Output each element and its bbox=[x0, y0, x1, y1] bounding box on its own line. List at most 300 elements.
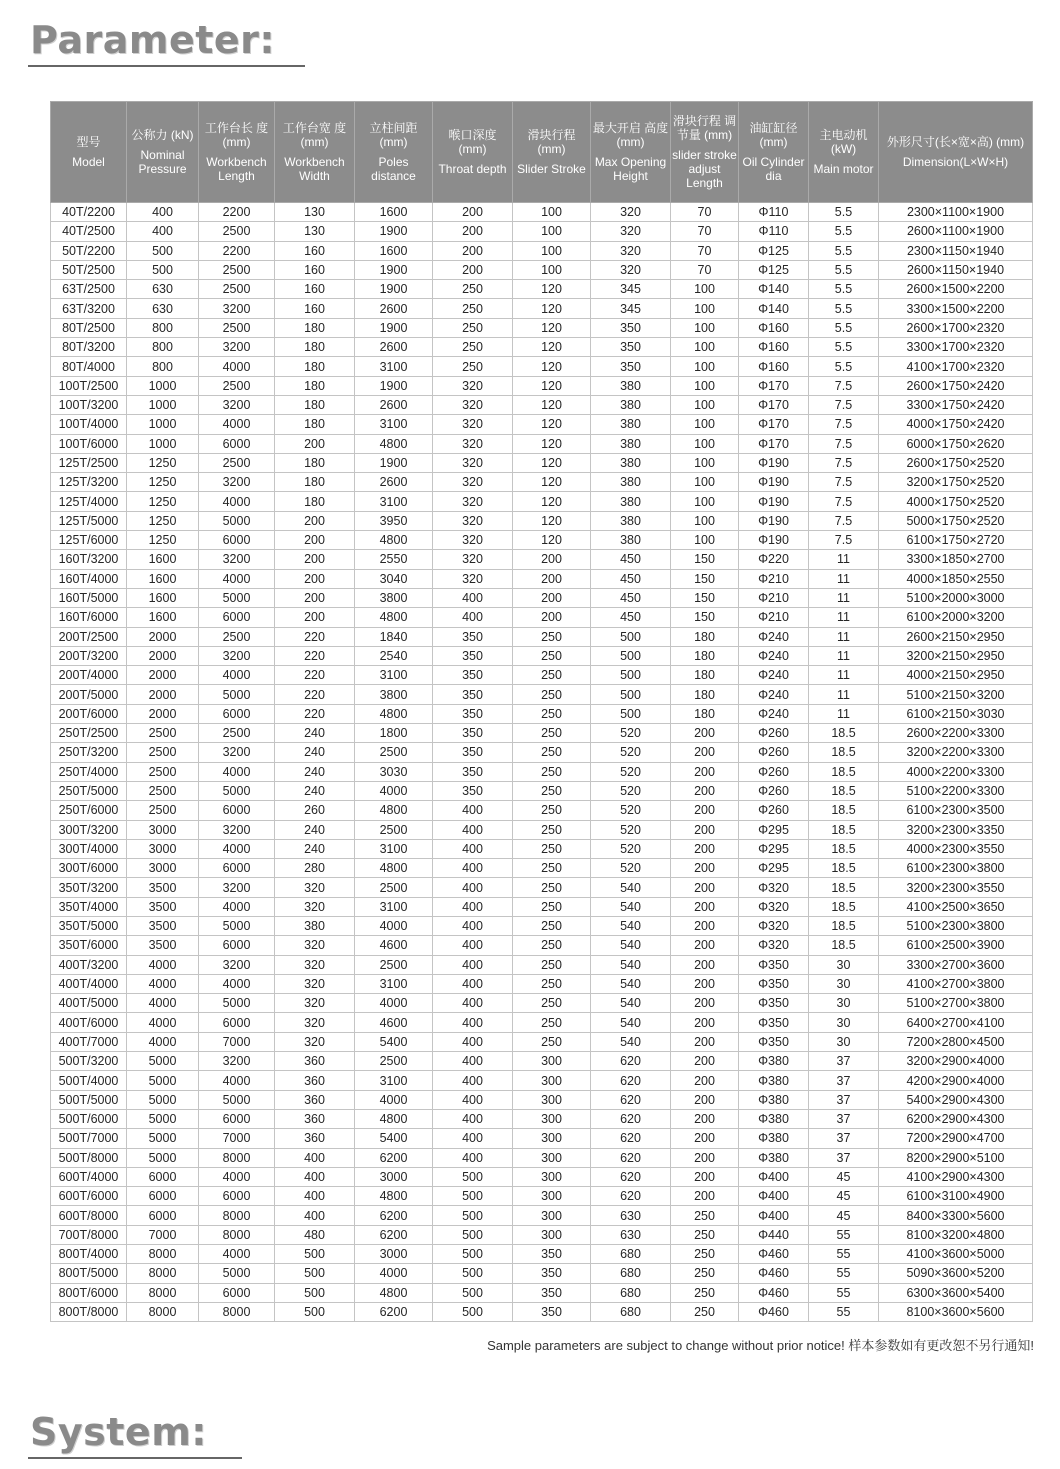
table-cell: 500 bbox=[591, 627, 671, 646]
table-cell: 200 bbox=[671, 1129, 739, 1148]
table-row bbox=[51, 1148, 1033, 1167]
table-cell: 630 bbox=[591, 1225, 671, 1244]
table-cell: 120 bbox=[513, 434, 591, 453]
table-cell: Φ460 bbox=[739, 1264, 809, 1283]
table-row bbox=[51, 241, 1033, 260]
table-cell: 350 bbox=[591, 318, 671, 337]
table-cell: Φ240 bbox=[739, 685, 809, 704]
table-cell: 6400×2700×4100 bbox=[879, 1013, 1033, 1032]
table-cell: Φ210 bbox=[739, 608, 809, 627]
table-cell: 18.5 bbox=[809, 820, 879, 839]
table-cell: 350 bbox=[433, 666, 513, 685]
table-cell: 7200×2900×4700 bbox=[879, 1129, 1033, 1148]
table-cell: 120 bbox=[513, 357, 591, 376]
column-header-zh: 公称力 (kN) bbox=[131, 128, 194, 142]
table-cell: Φ125 bbox=[739, 241, 809, 260]
table-cell: Φ350 bbox=[739, 974, 809, 993]
table-cell: Φ160 bbox=[739, 318, 809, 337]
table-cell: 400 bbox=[433, 1013, 513, 1032]
table-cell: 2500 bbox=[355, 1052, 433, 1071]
table-cell: 4100×2500×3650 bbox=[879, 897, 1033, 916]
table-cell: 250T/6000 bbox=[51, 801, 127, 820]
table-cell: 700T/8000 bbox=[51, 1225, 127, 1244]
table-cell: 240 bbox=[275, 724, 355, 743]
table-cell: 2600×1150×1940 bbox=[879, 260, 1033, 279]
table-cell: 2000 bbox=[127, 627, 199, 646]
table-cell: Φ110 bbox=[739, 222, 809, 241]
table-cell: 300 bbox=[513, 1109, 591, 1128]
table-cell: 7200×2800×4500 bbox=[879, 1032, 1033, 1051]
table-cell: 200 bbox=[275, 511, 355, 530]
table-cell: 630 bbox=[591, 1206, 671, 1225]
table-cell: 250 bbox=[513, 820, 591, 839]
table-cell: 6100×2500×3900 bbox=[879, 936, 1033, 955]
column-header-en: Poles distance bbox=[371, 155, 416, 183]
table-cell: 8000 bbox=[199, 1225, 275, 1244]
table-cell: 200 bbox=[275, 434, 355, 453]
table-cell: 8100×3200×4800 bbox=[879, 1225, 1033, 1244]
table-cell: 220 bbox=[275, 627, 355, 646]
table-cell: 3800 bbox=[355, 685, 433, 704]
table-cell: 18.5 bbox=[809, 897, 879, 916]
table-cell: 5.5 bbox=[809, 260, 879, 279]
table-cell: 250 bbox=[513, 685, 591, 704]
table-cell: 200 bbox=[671, 955, 739, 974]
table-cell: 380 bbox=[591, 415, 671, 434]
table-cell: 37 bbox=[809, 1109, 879, 1128]
title-underline bbox=[28, 65, 305, 67]
table-cell: 37 bbox=[809, 1071, 879, 1090]
table-cell: 4000×2150×2950 bbox=[879, 666, 1033, 685]
table-cell: 7.5 bbox=[809, 453, 879, 472]
table-cell: 220 bbox=[275, 646, 355, 665]
table-cell: 5.5 bbox=[809, 222, 879, 241]
column-header-en: Dimension(L×W×H) bbox=[902, 155, 1009, 169]
table-cell: 100 bbox=[513, 222, 591, 241]
parameter-section-title: Parameter: bbox=[30, 18, 275, 62]
table-cell: 5000 bbox=[199, 1090, 275, 1109]
table-cell: 3200 bbox=[199, 878, 275, 897]
table-cell: 350 bbox=[433, 685, 513, 704]
table-cell: 500 bbox=[433, 1187, 513, 1206]
table-cell: 320 bbox=[433, 395, 513, 414]
table-cell: 160T/5000 bbox=[51, 588, 127, 607]
table-cell: 320 bbox=[433, 434, 513, 453]
table-cell: 400 bbox=[433, 1109, 513, 1128]
table-cell: 500 bbox=[433, 1167, 513, 1186]
table-cell: 450 bbox=[591, 569, 671, 588]
table-cell: 18.5 bbox=[809, 839, 879, 858]
table-cell: 250 bbox=[513, 762, 591, 781]
table-cell: 360 bbox=[275, 1129, 355, 1148]
table-cell: 1000 bbox=[127, 395, 199, 414]
table-cell: 200T/6000 bbox=[51, 704, 127, 723]
table-cell: 250 bbox=[671, 1302, 739, 1321]
table-cell: 350 bbox=[433, 724, 513, 743]
table-cell: 7.5 bbox=[809, 511, 879, 530]
table-cell: Φ380 bbox=[739, 1071, 809, 1090]
table-cell: Φ210 bbox=[739, 569, 809, 588]
table-cell: 220 bbox=[275, 704, 355, 723]
table-cell: 3950 bbox=[355, 511, 433, 530]
table-cell: 150 bbox=[671, 588, 739, 607]
table-cell: 400 bbox=[433, 897, 513, 916]
table-cell: 600T/8000 bbox=[51, 1206, 127, 1225]
table-row bbox=[51, 550, 1033, 569]
table-cell: 500T/5000 bbox=[51, 1090, 127, 1109]
table-row bbox=[51, 1264, 1033, 1283]
table-cell: Φ320 bbox=[739, 916, 809, 935]
table-cell: 3200×2900×4000 bbox=[879, 1052, 1033, 1071]
table-cell: 2300×1100×1900 bbox=[879, 203, 1033, 222]
table-cell: 320 bbox=[433, 531, 513, 550]
table-cell: 4000×2200×3300 bbox=[879, 762, 1033, 781]
table-cell: 200 bbox=[671, 994, 739, 1013]
table-cell: Φ400 bbox=[739, 1206, 809, 1225]
table-cell: 45 bbox=[809, 1167, 879, 1186]
table-cell: 4000 bbox=[355, 916, 433, 935]
table-cell: 2300×1150×1940 bbox=[879, 241, 1033, 260]
table-cell: 30 bbox=[809, 1013, 879, 1032]
table-cell: 160 bbox=[275, 299, 355, 318]
table-cell: Φ400 bbox=[739, 1187, 809, 1206]
table-cell: 250T/3200 bbox=[51, 743, 127, 762]
table-cell: 200 bbox=[671, 916, 739, 935]
table-cell: 320 bbox=[433, 492, 513, 511]
table-cell: 1600 bbox=[355, 203, 433, 222]
table-cell: 400 bbox=[433, 994, 513, 1013]
table-cell: 180 bbox=[275, 318, 355, 337]
table-cell: 240 bbox=[275, 743, 355, 762]
table-cell: 120 bbox=[513, 531, 591, 550]
table-cell: 300 bbox=[513, 1071, 591, 1090]
table-cell: 520 bbox=[591, 839, 671, 858]
table-cell: 200 bbox=[433, 260, 513, 279]
table-cell: 5400×2900×4300 bbox=[879, 1090, 1033, 1109]
table-cell: 100T/2500 bbox=[51, 376, 127, 395]
table-cell: 2500 bbox=[127, 801, 199, 820]
table-cell: 3100 bbox=[355, 357, 433, 376]
table-cell: 200 bbox=[275, 569, 355, 588]
column-header bbox=[275, 102, 355, 203]
column-header-en: slider stroke adjust Length bbox=[672, 148, 737, 190]
table-cell: 2600×1750×2520 bbox=[879, 453, 1033, 472]
table-cell: 18.5 bbox=[809, 724, 879, 743]
table-cell: 320 bbox=[433, 511, 513, 530]
table-row bbox=[51, 357, 1033, 376]
table-cell: 3200×2150×2950 bbox=[879, 646, 1033, 665]
table-cell: 280 bbox=[275, 859, 355, 878]
table-cell: 4000 bbox=[355, 781, 433, 800]
table-cell: 2600 bbox=[355, 338, 433, 357]
table-cell: 2500 bbox=[127, 781, 199, 800]
table-cell: 6000 bbox=[199, 1013, 275, 1032]
table-cell: 4100×2700×3800 bbox=[879, 974, 1033, 993]
table-cell: 18.5 bbox=[809, 762, 879, 781]
table-row bbox=[51, 839, 1033, 858]
table-cell: 2600×2200×3300 bbox=[879, 724, 1033, 743]
table-cell: 2500 bbox=[199, 376, 275, 395]
table-cell: 55 bbox=[809, 1302, 879, 1321]
table-cell: 100 bbox=[671, 531, 739, 550]
table-cell: 350T/3200 bbox=[51, 878, 127, 897]
table-cell: 630 bbox=[127, 299, 199, 318]
table-cell: 100 bbox=[671, 434, 739, 453]
table-cell: 2500 bbox=[199, 453, 275, 472]
table-cell: 5000×1750×2520 bbox=[879, 511, 1033, 530]
table-cell: 4600 bbox=[355, 1013, 433, 1032]
table-cell: 2600×1500×2200 bbox=[879, 280, 1033, 299]
table-cell: 200 bbox=[275, 550, 355, 569]
table-cell: 130 bbox=[275, 222, 355, 241]
table-cell: 2500 bbox=[199, 627, 275, 646]
table-cell: 400 bbox=[275, 1148, 355, 1167]
table-cell: 100 bbox=[513, 241, 591, 260]
table-cell: 7.5 bbox=[809, 473, 879, 492]
table-cell: 200 bbox=[671, 801, 739, 820]
table-cell: 5000 bbox=[199, 1264, 275, 1283]
column-header-zh: 喉口深度 (mm) bbox=[448, 128, 497, 156]
table-cell: 400 bbox=[433, 936, 513, 955]
table-row bbox=[51, 627, 1033, 646]
table-cell: Φ320 bbox=[739, 878, 809, 897]
table-cell: 250 bbox=[513, 781, 591, 800]
table-cell: Φ320 bbox=[739, 936, 809, 955]
table-cell: 400 bbox=[433, 1148, 513, 1167]
table-cell: 400 bbox=[127, 222, 199, 241]
table-cell: 1250 bbox=[127, 492, 199, 511]
table-cell: 620 bbox=[591, 1129, 671, 1148]
table-cell: 400T/5000 bbox=[51, 994, 127, 1013]
table-cell: 7.5 bbox=[809, 492, 879, 511]
column-header-zh: 主电动机 (kW) bbox=[819, 128, 868, 156]
table-cell: 4800 bbox=[355, 1109, 433, 1128]
table-cell: 4000 bbox=[199, 666, 275, 685]
table-cell: 500 bbox=[433, 1302, 513, 1321]
table-cell: 250 bbox=[513, 627, 591, 646]
column-header-zh: 滑块行程 调节量 (mm) bbox=[672, 114, 737, 142]
table-row bbox=[51, 994, 1033, 1013]
table-cell: 2500 bbox=[355, 955, 433, 974]
table-cell: 600T/6000 bbox=[51, 1187, 127, 1206]
table-cell: 6100×2300×3500 bbox=[879, 801, 1033, 820]
table-cell: Φ170 bbox=[739, 376, 809, 395]
table-cell: 5.5 bbox=[809, 338, 879, 357]
column-header-zh: 立柱间距 (mm) bbox=[369, 121, 418, 149]
table-cell: 200 bbox=[513, 550, 591, 569]
table-cell: 5000 bbox=[127, 1148, 199, 1167]
table-cell: 5000 bbox=[199, 511, 275, 530]
table-cell: 500 bbox=[591, 646, 671, 665]
table-cell: Φ160 bbox=[739, 357, 809, 376]
table-cell: 3000 bbox=[127, 820, 199, 839]
table-cell: 2500 bbox=[199, 280, 275, 299]
table-cell: 300 bbox=[513, 1167, 591, 1186]
table-cell: 3300×1700×2320 bbox=[879, 338, 1033, 357]
table-cell: 3200×2300×3550 bbox=[879, 878, 1033, 897]
column-header-en: Max Opening Height bbox=[594, 155, 667, 183]
column-header bbox=[127, 102, 199, 203]
table-cell: 360 bbox=[275, 1071, 355, 1090]
table-cell: 2500 bbox=[199, 260, 275, 279]
table-cell: 180 bbox=[671, 646, 739, 665]
table-cell: 320 bbox=[433, 453, 513, 472]
table-cell: 400 bbox=[433, 1090, 513, 1109]
table-cell: 150 bbox=[671, 608, 739, 627]
table-cell: 400T/7000 bbox=[51, 1032, 127, 1051]
table-cell: 520 bbox=[591, 762, 671, 781]
table-cell: 400 bbox=[433, 1071, 513, 1090]
table-cell: 100 bbox=[671, 357, 739, 376]
table-cell: 7.5 bbox=[809, 531, 879, 550]
table-cell: 320 bbox=[275, 994, 355, 1013]
table-cell: 4800 bbox=[355, 859, 433, 878]
table-cell: 2500 bbox=[199, 222, 275, 241]
table-cell: 6000 bbox=[199, 704, 275, 723]
table-row bbox=[51, 704, 1033, 723]
table-cell: 160 bbox=[275, 280, 355, 299]
table-cell: 2600×1700×2320 bbox=[879, 318, 1033, 337]
table-cell: 540 bbox=[591, 994, 671, 1013]
table-cell: 680 bbox=[591, 1302, 671, 1321]
table-cell: 2200 bbox=[199, 241, 275, 260]
table-cell: 100 bbox=[671, 318, 739, 337]
table-row bbox=[51, 743, 1033, 762]
table-cell: 45 bbox=[809, 1206, 879, 1225]
table-cell: 400 bbox=[433, 1052, 513, 1071]
table-cell: 180 bbox=[275, 473, 355, 492]
table-cell: 4000 bbox=[355, 1090, 433, 1109]
table-cell: 3500 bbox=[127, 878, 199, 897]
table-cell: 160 bbox=[275, 260, 355, 279]
table-cell: 5000 bbox=[199, 916, 275, 935]
table-row bbox=[51, 762, 1033, 781]
column-header bbox=[433, 102, 513, 203]
table-cell: 6000 bbox=[127, 1206, 199, 1225]
table-cell: 4800 bbox=[355, 434, 433, 453]
table-cell: 3300×2700×3600 bbox=[879, 955, 1033, 974]
column-header-zh: 外形尺寸(长×宽×高) (mm) bbox=[886, 135, 1025, 149]
table-cell: 6000 bbox=[127, 1187, 199, 1206]
table-row bbox=[51, 1013, 1033, 1032]
table-cell: 120 bbox=[513, 318, 591, 337]
table-cell: 4000 bbox=[355, 1264, 433, 1283]
table-cell: 6300×3600×5400 bbox=[879, 1283, 1033, 1302]
table-cell: 620 bbox=[591, 1052, 671, 1071]
table-cell: 400 bbox=[275, 1187, 355, 1206]
table-cell: 30 bbox=[809, 994, 879, 1013]
table-cell: 1900 bbox=[355, 280, 433, 299]
table-cell: Φ260 bbox=[739, 743, 809, 762]
table-cell: 3200 bbox=[199, 395, 275, 414]
table-cell: 5000 bbox=[127, 1052, 199, 1071]
table-cell: 250 bbox=[513, 743, 591, 762]
table-cell: 4100×3600×5000 bbox=[879, 1245, 1033, 1264]
table-cell: 80T/3200 bbox=[51, 338, 127, 357]
table-cell: 200T/5000 bbox=[51, 685, 127, 704]
table-cell: 250 bbox=[433, 280, 513, 299]
table-cell: 8000 bbox=[127, 1245, 199, 1264]
system-section-title: System: bbox=[30, 1410, 207, 1454]
table-cell: 3200 bbox=[199, 646, 275, 665]
table-cell: 800 bbox=[127, 338, 199, 357]
table-cell: 4000 bbox=[199, 839, 275, 858]
table-cell: 400 bbox=[433, 974, 513, 993]
table-cell: 240 bbox=[275, 781, 355, 800]
table-cell: 400 bbox=[433, 955, 513, 974]
table-cell: 2000 bbox=[127, 646, 199, 665]
table-row bbox=[51, 569, 1033, 588]
table-cell: Φ400 bbox=[739, 1167, 809, 1186]
table-cell: 300T/3200 bbox=[51, 820, 127, 839]
table-cell: 450 bbox=[591, 608, 671, 627]
table-cell: 200 bbox=[671, 897, 739, 916]
table-cell: Φ260 bbox=[739, 724, 809, 743]
table-cell: 540 bbox=[591, 1032, 671, 1051]
table-cell: 2550 bbox=[355, 550, 433, 569]
table-cell: 4200×2900×4000 bbox=[879, 1071, 1033, 1090]
table-cell: 250 bbox=[433, 318, 513, 337]
table-row bbox=[51, 878, 1033, 897]
table-cell: 500 bbox=[433, 1206, 513, 1225]
table-cell: 250T/2500 bbox=[51, 724, 127, 743]
table-cell: 200T/2500 bbox=[51, 627, 127, 646]
table-cell: 4800 bbox=[355, 801, 433, 820]
table-cell: 2500 bbox=[355, 743, 433, 762]
table-cell: 400 bbox=[433, 801, 513, 820]
table-cell: 7.5 bbox=[809, 415, 879, 434]
table-cell: 200 bbox=[513, 569, 591, 588]
table-cell: Φ240 bbox=[739, 666, 809, 685]
table-row bbox=[51, 781, 1033, 800]
table-cell: 300 bbox=[513, 1225, 591, 1244]
table-cell: 5100×2150×3200 bbox=[879, 685, 1033, 704]
table-cell: 200 bbox=[433, 203, 513, 222]
table-cell: 11 bbox=[809, 704, 879, 723]
table-cell: Φ440 bbox=[739, 1225, 809, 1244]
table-cell: 3100 bbox=[355, 839, 433, 858]
table-cell: 400 bbox=[275, 1206, 355, 1225]
table-cell: 125T/4000 bbox=[51, 492, 127, 511]
table-cell: 200 bbox=[513, 608, 591, 627]
table-cell: 2600 bbox=[355, 299, 433, 318]
table-cell: 250 bbox=[513, 704, 591, 723]
table-cell: 125T/5000 bbox=[51, 511, 127, 530]
table-row bbox=[51, 511, 1033, 530]
table-cell: Φ260 bbox=[739, 801, 809, 820]
table-cell: 125T/2500 bbox=[51, 453, 127, 472]
table-cell: 540 bbox=[591, 897, 671, 916]
table-cell: 350 bbox=[433, 704, 513, 723]
table-cell: 320 bbox=[275, 878, 355, 897]
table-cell: 5000 bbox=[199, 685, 275, 704]
table-cell: 520 bbox=[591, 820, 671, 839]
table-cell: 4000 bbox=[127, 1013, 199, 1032]
table-cell: 4800 bbox=[355, 1187, 433, 1206]
table-cell: 70 bbox=[671, 241, 739, 260]
table-cell: 18.5 bbox=[809, 936, 879, 955]
table-cell: 37 bbox=[809, 1052, 879, 1071]
table-cell: 4000×1750×2420 bbox=[879, 415, 1033, 434]
table-cell: 6000 bbox=[199, 859, 275, 878]
table-cell: Φ240 bbox=[739, 704, 809, 723]
table-row bbox=[51, 685, 1033, 704]
table-cell: 240 bbox=[275, 762, 355, 781]
table-cell: 4100×2900×4300 bbox=[879, 1167, 1033, 1186]
table-cell: 6100×3100×4900 bbox=[879, 1187, 1033, 1206]
table-cell: 3000 bbox=[127, 839, 199, 858]
table-cell: 250 bbox=[433, 299, 513, 318]
